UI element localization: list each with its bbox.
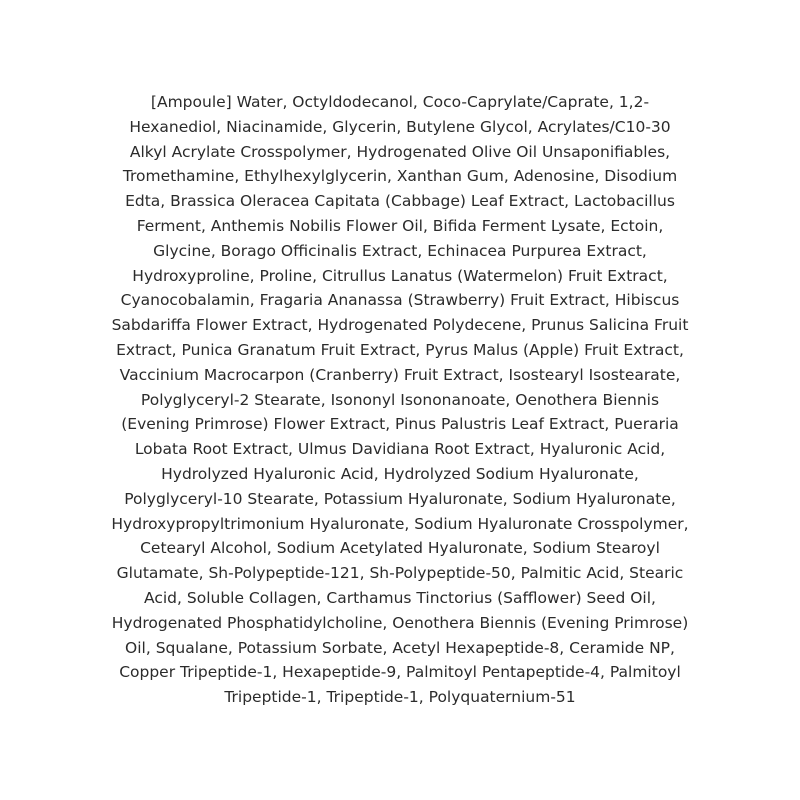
ingredients-line: Oil, Squalane, Potassium Sorbate, Acetyl Hexapeptide-8, Ceramide NP, xyxy=(125,638,675,657)
ingredients-line: Polyglyceryl-2 Stearate, Isononyl Isononanoate, Oenothera Biennis xyxy=(140,390,660,409)
ingredients-line: Vaccinium Macrocarpon (Cranberry) Fruit Extract, Isostearyl Isostearate, xyxy=(119,365,681,384)
ingredients-line: Acid, Soluble Collagen, Carthamus Tinctorius (Safflower) Seed Oil, xyxy=(144,588,656,607)
ingredients-list xyxy=(40,90,760,710)
ingredients-line: Tromethamine, Ethylhexylglycerin, Xanthan Gum, Adenosine, Disodium xyxy=(122,167,678,186)
ingredients-line: Cetearyl Alcohol, Sodium Acetylated Hyaluronate, Sodium Stearoyl xyxy=(140,539,660,558)
ingredients-line: [Ampoule] Water, Octyldodecanol, Coco-Caprylate/Caprate, 1,2- xyxy=(150,93,650,111)
ingredients-line: Edta, Brassica Oleracea Capitata (Cabbage) Leaf Extract, Lactobacillus xyxy=(125,192,675,211)
ingredients-line: Sabdariffa Flower Extract, Hydrogenated Polydecene, Prunus Salicina Fruit xyxy=(111,316,689,335)
ingredients-line: Hydroxypropyltrimonium Hyaluronate, Sodium Hyaluronate Crosspolymer, xyxy=(111,514,689,533)
ingredients-line: Glycine, Borago Officinalis Extract, Echinacea Purpurea Extract, xyxy=(153,241,647,260)
ingredients-line: Extract, Punica Granatum Fruit Extract, Pyrus Malus (Apple) Fruit Extract, xyxy=(116,340,684,359)
ingredients-line: Glutamate, Sh-Polypeptide-121, Sh-Polypeptide-50, Palmitic Acid, Stearic xyxy=(116,564,684,583)
ingredients-line: Lobata Root Extract, Ulmus Davidiana Root Extract, Hyaluronic Acid, xyxy=(134,440,666,459)
ingredients-line: Polyglyceryl-10 Stearate, Potassium Hyaluronate, Sodium Hyaluronate, xyxy=(124,489,676,508)
ingredients-line: Hydrolyzed Hyaluronic Acid, Hydrolyzed Sodium Hyaluronate, xyxy=(161,464,639,483)
ingredients-line: Tripeptide-1, Tripeptide-1, Polyquaternium-51 xyxy=(224,688,576,707)
ingredients-line: Copper Tripeptide-1, Hexapeptide-9, Palmitoyl Pentapeptide-4, Palmitoyl xyxy=(119,663,681,682)
ingredients-line: Hydroxyproline, Proline, Citrullus Lanatus (Watermelon) Fruit Extract, xyxy=(132,266,668,285)
ingredients-line: Cyanocobalamin, Fragaria Ananassa (Strawberry) Fruit Extract, Hibiscus xyxy=(120,291,680,310)
ingredients-line: Hexanediol, Niacinamide, Glycerin, Butylene Glycol, Acrylates/C10-30 xyxy=(129,117,671,136)
ingredients-line: Alkyl Acrylate Crosspolymer, Hydrogenated Olive Oil Unsaponifiables, xyxy=(129,142,671,161)
ingredients-line: Ferment, Anthemis Nobilis Flower Oil, Bifida Ferment Lysate, Ectoin, xyxy=(136,216,664,235)
ingredients-line: (Evening Primrose) Flower Extract, Pinus Palustris Leaf Extract, Pueraria xyxy=(121,415,679,434)
ingredients-line: Hydrogenated Phosphatidylcholine, Oenothera Biennis (Evening Primrose) xyxy=(111,613,689,632)
